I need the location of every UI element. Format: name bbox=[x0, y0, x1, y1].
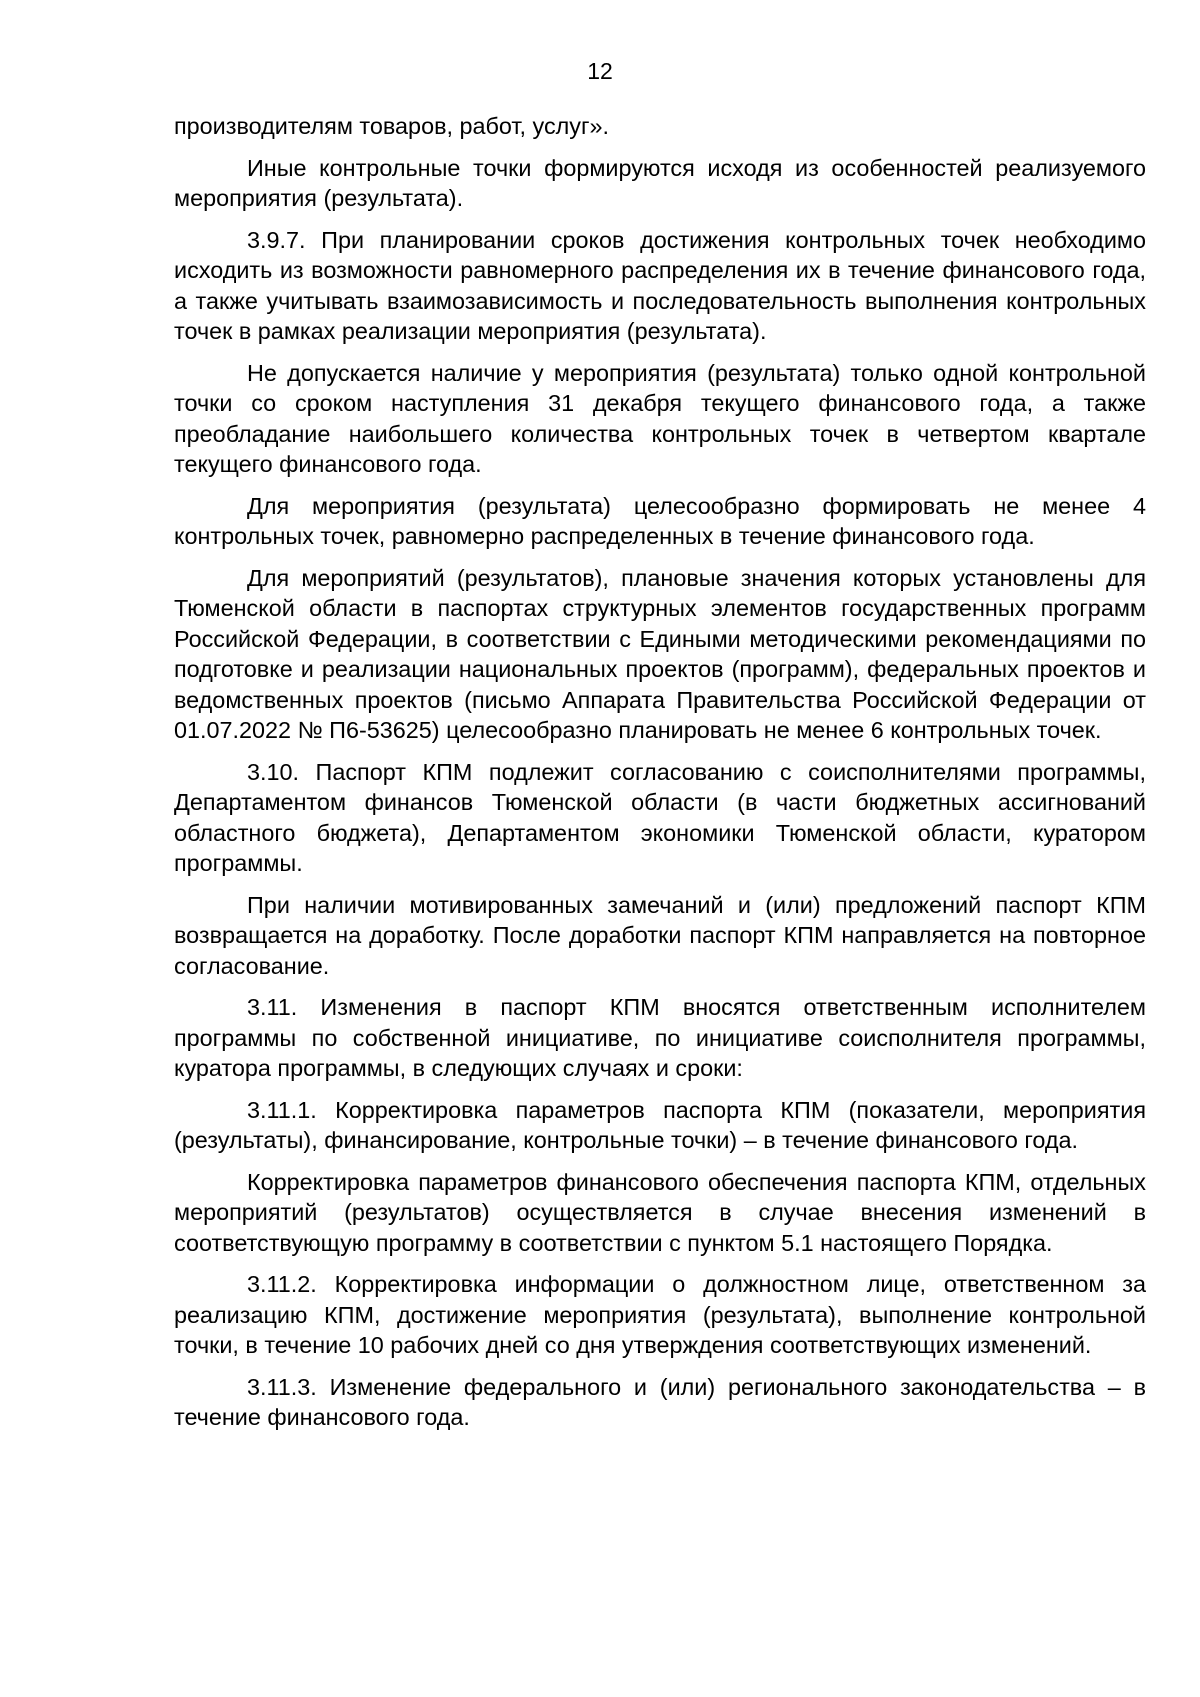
paragraph: 3.11.1. Корректировка параметров паспорта КПМ (показатели, мероприятия (результаты), финансирование, контрольные точки) – в течение финансового года. bbox=[174, 1096, 1146, 1153]
paragraph: 3.9.7. При планировании сроков достижения контрольных точек необходимо исходить из возможности равномерного распределения их в течение финансового года, а также учитывать взаимозависимость и последовательность выполнения контрольных точек в рамках реализации мероприятия (результата). bbox=[174, 226, 1146, 344]
paragraph: Иные контрольные точки формируются исходя из особенностей реализуемого мероприятия (результата). bbox=[174, 154, 1146, 211]
paragraph: 3.10. Паспорт КПМ подлежит согласованию с соисполнителями программы, Департаментом финансов Тюменской области (в части бюджетных ассигнований областного бюджета), Департаментом экономики Тюменской области, куратором программы. bbox=[174, 758, 1146, 876]
document-body bbox=[174, 111, 1146, 1444]
page-number: 12 bbox=[587, 58, 613, 84]
paragraph: Для мероприятий (результатов), плановые значения которых установлены для Тюменской области в паспортах структурных элементов государственных программ Российской Федерации, в соответствии с Едиными методическими рекомендациями по подготовке и реализации национальных проектов (программ), федеральных проектов и ведомственных проектов (письмо Аппарата Правительства Российской Федерации от 01.07.2022 № П6-53625) целесообразно планировать не менее 6 контрольных точек. bbox=[174, 564, 1146, 743]
paragraph: 3.11.3. Изменение федерального и (или) регионального законодательства – в течение финансового года. bbox=[174, 1373, 1146, 1430]
paragraph: Для мероприятия (результата) целесообразно формировать не менее 4 контрольных точек, равномерно распределенных в течение финансового года. bbox=[174, 492, 1146, 549]
paragraph: При наличии мотивированных замечаний и (или) предложений паспорт КПМ возвращается на доработку. После доработки паспорт КПМ направляется на повторное согласование. bbox=[174, 891, 1146, 979]
paragraph: 3.11. Изменения в паспорт КПМ вносятся ответственным исполнителем программы по собственной инициативе, по инициативе соисполнителя программы, куратора программы, в следующих случаях и сроки: bbox=[174, 994, 1146, 1081]
paragraph: Корректировка параметров финансового обеспечения паспорта КПМ, отдельных мероприятий (результатов) осуществляется в случае внесения изменений в соответствующую программу в соответствии с пунктом 5.1 настоящего Порядка. bbox=[174, 1168, 1146, 1256]
paragraph: производителям товаров, работ, услуг». bbox=[174, 113, 610, 139]
paragraph: Не допускается наличие у мероприятия (результата) только одной контрольной точки со сроком наступления 31 декабря текущего финансового года, а также преобладание наибольшего количества контрольных точек в четвертом квартале текущего финансового года. bbox=[174, 359, 1146, 477]
paragraph: 3.11.2. Корректировка информации о должностном лице, ответственном за реализацию КПМ, достижение мероприятия (результата), выполнение контрольной точки, в течение 10 рабочих дней со дня утверждения соответствующих изменений. bbox=[174, 1271, 1146, 1358]
